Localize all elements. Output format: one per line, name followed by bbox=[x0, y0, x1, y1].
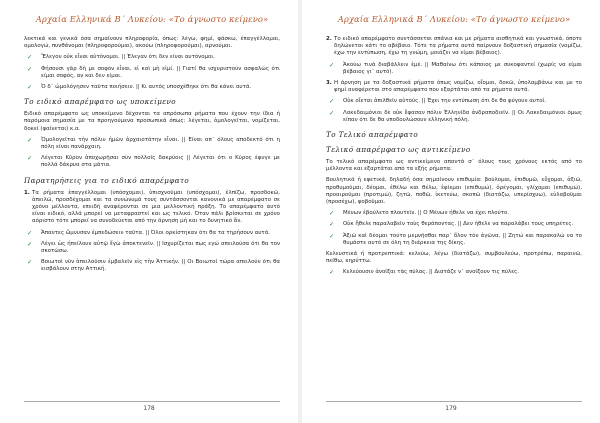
example-bullet: ✓ Κελεύουσιν ἀνοῖξαι τὰς πύλας. || Διατάζε ν᾽ ανοίξουν τις πύλες. bbox=[326, 269, 582, 276]
page-header: Αρχαία Ελληνικά Β΄ Λυκείου: «Το άγνωστο κείμενο» bbox=[337, 14, 571, 24]
example-bullet: ✓ Λέγεται Κῦρον ἀποχωρῆσαι σὺν πολλοῖς δακρύοις || Λέγεται ότι ο Κύρος έφυγε με πολλά δάκρυα στα μάτια. bbox=[24, 155, 280, 169]
checkmark-icon: ✓ bbox=[329, 221, 335, 229]
example-bullet: ✓ Οὐκ ἤθελε παραλαβεῖν τοὺς θεράποντας. || Δεν ήθελε να παραλάβει τους υπηρέτες. bbox=[326, 221, 582, 228]
checkmark-icon: ✓ bbox=[27, 136, 33, 144]
right-page bbox=[302, 0, 600, 423]
page-number: 179 bbox=[445, 405, 457, 412]
section-heading: Το Τελικό απαρέμφατο bbox=[326, 130, 419, 140]
example-bullet: ✓ Λέγει ὡς ἠπείλουν αὐτῷ ἔγὼ ἀποκτενεῖν. || Ισχυρίζεται πως εγώ απειλούσα ότι θα τον σκοτώσω. bbox=[24, 241, 280, 255]
section-paragraph: Βουλητικά ή εφετικά, δηλαδή όσα σημαίνουν επιθυμία: βούλομαι, ἐπιθυμῶ, εὔχομαι, ἀξιῶ, προθυμοῦμαι, δέομαι, ἐθέλω και θέλω, ἐφίεμαι (επιθυμώ), ὀρέγομαι, γλίχομαι (επιθυμώ), προαιροῦμαι (προτιμώ), ζητῶ, ποθῶ, ἱκετεύω, σκοπῶ (διατάζω, υπερίσχυω), εὐλαβοῦμαι (προσέχω), φοβοῦμαι. bbox=[326, 177, 582, 206]
numbered-item: 3. Η άρνηση με τα δοξαστικά ρήματα όπως νομίζω, οἴομαι, δοκῶ, ὑπολαμβάνω και με το φημί αναφέρεται στο απαρέμφατο που εξαρτάται από τα ρήματα αυτά. bbox=[326, 80, 582, 94]
subsection-heading: Τελικό απαρέμφατο ως αντικείμενο bbox=[326, 145, 471, 155]
checkmark-icon: ✓ bbox=[329, 232, 335, 240]
numbered-item: 1. Τα ρήματα ἐπαγγέλλομαι (υπόσχομαι), ὑπισχνοῦμαι (υπόσχομαι), ἐλπίζω, προσδοκῶ, ἀπειλῶ, προσδέχομαι και τα συνώνυμά τους συντάσσονται κανονικά με απαρέμφατο σε χρόνο μέλλοντα, επειδή αναφέρονται σε μια μελλοντική πράξη. Το απαρέμφατο αυτό είναι ειδικό, αλλά μπορεί να μεταφραστεί και ως τελικό. Όταν πάλι βρίσκεται σε χρόνο αόριστο τότε μπορεί να συνοδεύεται από την άρνηση μή και το δυνητικό ἄν. bbox=[24, 189, 280, 225]
example-bullet: ✓ Λακεδαιμόνιοι δὲ οὐκ ἔφασαν πόλιν Ἑλληνίδα ἀνδραποδιεῖν. || Οι Λακεδαιμόνιοι όμως είπαν ότι δε θα υποδουλώσουν ελληνική πόλη. bbox=[326, 110, 582, 124]
page-number: 178 bbox=[143, 405, 155, 412]
example-bullet: ✓ Οὐκ οἴεται ἀπιλθεῖν αὐτούς. || Έχει την εντύπωση ότι δε θα φύγουν αυτοί. bbox=[326, 98, 582, 105]
left-page-content bbox=[24, 14, 280, 278]
example-bullet: ✓ Ἀξιῶ καὶ δέομαι τούτο μεμνῆσθαι παρ᾽ ὅλον τὸν ἀγῶνα. || Ζητώ και παρακαλώ να το θυμάστε αυτό σε όλη τη διάρκεια της δίκης. bbox=[326, 233, 582, 247]
left-page bbox=[0, 0, 298, 423]
section-heading: Παρατηρήσεις για το ειδικό απαρέμφατο bbox=[24, 175, 190, 185]
checkmark-icon: ✓ bbox=[329, 98, 335, 106]
checkmark-icon: ✓ bbox=[27, 155, 33, 163]
checkmark-icon: ✓ bbox=[27, 259, 33, 267]
checkmark-icon: ✓ bbox=[329, 210, 335, 218]
example-bullet: ✓ Ἀπαντες ὤμνυσαν ἐμπεδώσειν ταῦτα. || Όλοι ορκίστηκαν ότι θα τα τηρήσουν αυτά. bbox=[24, 230, 280, 237]
example-bullet: ✓ Ἀκούω τινὰ διαβάλλειν ἐμέ. || Μαθαίνω ότι κάποιος με συκοφαντεί (χωρίς να είμαι βέβαιος γι᾽ αυτό). bbox=[326, 62, 582, 76]
section-paragraph: Το τελικό απαρέμφατο ως αντικείμενο απαντά σ᾽ όλους τους χρόνους εκτός από το μέλλοντα και εξαρτάται από τα εξής ρήματα: bbox=[326, 159, 582, 173]
page-header: Αρχαία Ελληνικά Β΄ Λυκείου: «Το άγνωστο κείμενο» bbox=[35, 14, 269, 24]
example-bullet: ✓ Βοιωτοὶ νῦν ἀπειλοῦσιν ἐμβαλεῖν εἰς τὴν Ἀττικήν. || Οι Βοιωτοί τώρα απειλούν ότι θα εισβάλουν στην Αττική. bbox=[24, 259, 280, 273]
section-heading: Το ειδικό απαρέμφατο ως υποκείμενο bbox=[24, 97, 177, 107]
section-paragraph: Κελευστικά ή προτρεπτικά: κελεύω, λέγω (διατάζω), συμβουλεύω, προτρέπω, παραινῶ, πείθω, κηρύττω. bbox=[326, 251, 582, 265]
checkmark-icon: ✓ bbox=[27, 65, 33, 73]
intro-paragraph: λεκτικά και γενικά όσα σημαίνουν πληροφορία, όπως: λέγω, φημί, φάσκω, έπαγγέλλομαι, ομολογώ, πυνθάνομαι (πληροφορούμαι), ακούω (πληροφορούμαι), αρνούμαι. bbox=[24, 36, 280, 50]
example-bullet: ✓ Ὁμολογεῖται τὴν πόλιν ἡμῶν ἀρχαιοτάτην εἶναι. || Είναι απ᾽ όλους αποδεκτό ότι η πόλη είναι πανάρχαιη. bbox=[24, 137, 280, 151]
checkmark-icon: ✓ bbox=[27, 240, 33, 248]
checkmark-icon: ✓ bbox=[329, 109, 335, 117]
example-bullet: ✓ Φήσουσι γὰρ δὴ με σοφὸν εἶναι, εἰ καὶ μὴ εἰμί. || Γιατί θα ισχυριστούν ασφαλώς ότι είμαι σοφός, αν και δεν είμαι. bbox=[24, 66, 280, 80]
right-page-content bbox=[326, 14, 582, 281]
example-bullet: ✓ Μένων ἐβούλετο πλουτεῖν. || Ο Μένων ήθελε να έχει πλούτο. bbox=[326, 210, 582, 217]
checkmark-icon: ✓ bbox=[329, 61, 335, 69]
checkmark-icon: ✓ bbox=[27, 229, 33, 237]
section-paragraph: Ειδικό απαρέμφατο ως υποκείμενο δέχονται τα απρόσωπα ρήματα που έχουν την ίδια ή παρόμοια σημασία με τα προηγούμενα προσωπικά όπως: λέγεται, ὁμολογεῖται, νομίζεται, δοκεῖ (φαίνεται) κ.α. bbox=[24, 111, 280, 132]
footer-rule bbox=[24, 401, 280, 402]
numbered-item: 2. Το ειδικό απαρέμφατο συντάσσεται σπάνια και με ρήματα αισθητικά και γνωστικά, όποτε δηλώνεται κάτι το αβέβαιο. Τότε τα ρήματα αυτά παίρνουν δοξαστική σημασία (νομίζω, έχω την εντύπωση, έχω τη γνώμη, μοιάζει να είμαι βέβαιος). bbox=[326, 36, 582, 57]
checkmark-icon: ✓ bbox=[27, 54, 33, 62]
example-bullet: ✓ Ὁ δ᾽ ὡμολόγησεν ταῦτα ποιήσειν. || Κι αυτός υποσχέθηκε ότι θα κάνει αυτά. bbox=[24, 84, 280, 91]
example-bullet: ✓ Ἔλεγον οὐκ εἶναι αὐτόνομοι. || Έλεγαν ότι δεν είναι αυτόνομοι. bbox=[24, 54, 280, 61]
checkmark-icon: ✓ bbox=[27, 84, 33, 92]
footer-rule bbox=[326, 401, 582, 402]
checkmark-icon: ✓ bbox=[329, 269, 335, 277]
